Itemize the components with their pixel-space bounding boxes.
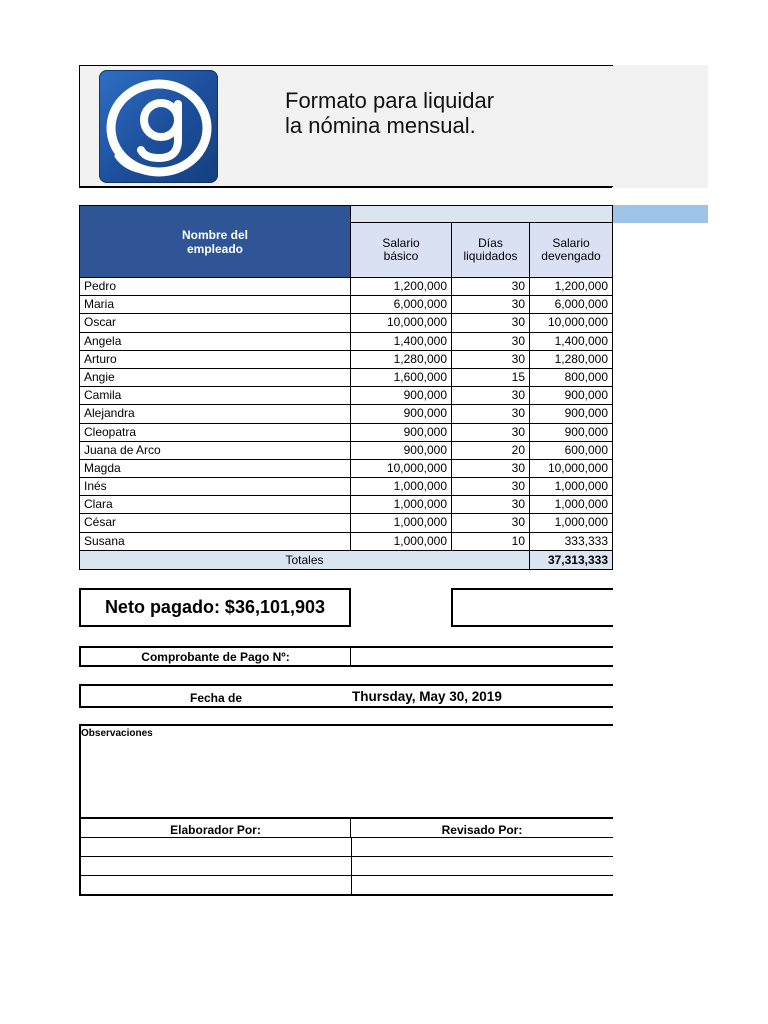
- table-row: [79, 496, 613, 514]
- cell-name[interactable]: Angie: [79, 369, 351, 386]
- cell-devengado[interactable]: 1,000,000: [530, 514, 613, 531]
- cell-devengado[interactable]: 800,000: [530, 369, 613, 386]
- cell-devengado[interactable]: 333,333: [530, 533, 613, 550]
- cell-salario[interactable]: 6,000,000: [351, 296, 452, 313]
- cell-dias[interactable]: 30: [452, 351, 530, 368]
- cell-dias[interactable]: 30: [452, 478, 530, 495]
- cell-salario[interactable]: 1,000,000: [351, 533, 452, 550]
- cell-name[interactable]: Alejandra: [79, 405, 351, 422]
- cell-dias[interactable]: 30: [452, 333, 530, 350]
- cell-devengado[interactable]: 1,400,000: [530, 333, 613, 350]
- cell-devengado[interactable]: 900,000: [530, 424, 613, 441]
- cell-dias[interactable]: 15: [452, 369, 530, 386]
- table-row: [79, 387, 613, 405]
- table-row: [79, 460, 613, 478]
- cell-dias[interactable]: 30: [452, 424, 530, 441]
- elaborado-por-label: Elaborador Por:: [81, 819, 351, 838]
- header-border-bottom: [79, 186, 613, 187]
- cell-name[interactable]: Pedro: [79, 278, 351, 295]
- cell-salario[interactable]: 10,000,000: [351, 460, 452, 477]
- cell-name[interactable]: Inés: [79, 478, 351, 495]
- cell-dias[interactable]: 30: [452, 460, 530, 477]
- cell-dias[interactable]: 20: [452, 442, 530, 459]
- table-row: [79, 533, 613, 551]
- cell-name[interactable]: Cleopatra: [79, 424, 351, 441]
- cell-salario[interactable]: 1,000,000: [351, 478, 452, 495]
- cell-name[interactable]: Angela: [79, 333, 351, 350]
- table-row: [79, 405, 613, 423]
- cell-salario[interactable]: 10,000,000: [351, 314, 452, 331]
- table-row: [79, 424, 613, 442]
- cell-salario[interactable]: 1,400,000: [351, 333, 452, 350]
- cell-name[interactable]: Camila: [79, 387, 351, 404]
- cell-name[interactable]: Juana de Arco: [79, 442, 351, 459]
- table-row: [79, 442, 613, 460]
- cell-salario[interactable]: 1,000,000: [351, 496, 452, 513]
- table-top-band: [351, 205, 613, 223]
- cell-devengado[interactable]: 1,000,000: [530, 478, 613, 495]
- cell-devengado[interactable]: 10,000,000: [530, 460, 613, 477]
- cell-devengado[interactable]: 1,000,000: [530, 496, 613, 513]
- cell-devengado[interactable]: 900,000: [530, 405, 613, 422]
- table-row: [79, 514, 613, 532]
- cell-dias[interactable]: 30: [452, 314, 530, 331]
- cell-name[interactable]: César: [79, 514, 351, 531]
- table-row: [79, 351, 613, 369]
- cell-name[interactable]: Oscar: [79, 314, 351, 331]
- signature-divider: [351, 857, 352, 875]
- cell-dias[interactable]: 30: [452, 514, 530, 531]
- signature-row[interactable]: [81, 876, 613, 894]
- cell-salario[interactable]: 900,000: [351, 442, 452, 459]
- table-row: [79, 478, 613, 496]
- fecha-value[interactable]: Thursday, May 30, 2019: [352, 689, 502, 704]
- observaciones-label: Observaciones: [81, 728, 153, 739]
- header-border-top: [79, 65, 613, 66]
- cell-salario[interactable]: 900,000: [351, 424, 452, 441]
- cell-name[interactable]: Magda: [79, 460, 351, 477]
- cell-name[interactable]: Clara: [79, 496, 351, 513]
- neto-pagado-box[interactable]: Neto pagado: $36,101,903: [79, 588, 351, 627]
- company-logo-icon: [99, 70, 218, 183]
- table-row: [79, 278, 613, 296]
- table-row: [79, 314, 613, 332]
- totals-label: Totales: [79, 551, 530, 570]
- table-row: [79, 333, 613, 351]
- page-title: Formato para liquidar la nómina mensual.: [285, 88, 495, 138]
- cell-salario[interactable]: 900,000: [351, 387, 452, 404]
- header-extension: [612, 65, 708, 188]
- comprobante-label: Comprobante de Pago Nº:: [81, 648, 351, 665]
- cell-devengado[interactable]: 1,200,000: [530, 278, 613, 295]
- cell-dias[interactable]: 30: [452, 387, 530, 404]
- cell-dias[interactable]: 30: [452, 496, 530, 513]
- cell-name[interactable]: Susana: [79, 533, 351, 550]
- signature-row[interactable]: [81, 857, 613, 876]
- header-employee-name: Nombre del empleado: [79, 205, 351, 278]
- cell-devengado[interactable]: 6,000,000: [530, 296, 613, 313]
- cell-dias[interactable]: 30: [452, 405, 530, 422]
- fecha-label: Fecha de: [189, 691, 243, 705]
- signature-row[interactable]: [81, 838, 613, 857]
- cell-devengado[interactable]: 600,000: [530, 442, 613, 459]
- cell-salario[interactable]: 1,200,000: [351, 278, 452, 295]
- table-row: [79, 369, 613, 387]
- cell-salario[interactable]: 1,000,000: [351, 514, 452, 531]
- cell-name[interactable]: Maria: [79, 296, 351, 313]
- header-dias-liquidados: Días liquidados: [452, 223, 530, 278]
- cell-dias[interactable]: 30: [452, 278, 530, 295]
- employee-table-body: [79, 278, 613, 551]
- cell-devengado[interactable]: 900,000: [530, 387, 613, 404]
- header-salario-devengado: Salario devengado: [530, 223, 613, 278]
- revisado-por-label: Revisado Por:: [351, 819, 613, 838]
- cell-salario[interactable]: 900,000: [351, 405, 452, 422]
- cell-salario[interactable]: 1,280,000: [351, 351, 452, 368]
- cell-dias[interactable]: 30: [452, 296, 530, 313]
- signature-divider: [351, 838, 352, 856]
- totals-value[interactable]: 37,313,333: [530, 551, 613, 570]
- cell-dias[interactable]: 10: [452, 533, 530, 550]
- table-band-extension: [613, 205, 708, 223]
- cell-name[interactable]: Arturo: [79, 351, 351, 368]
- cell-devengado[interactable]: 1,280,000: [530, 351, 613, 368]
- table-row: [79, 296, 613, 314]
- cell-salario[interactable]: 1,600,000: [351, 369, 452, 386]
- header-salario-basico: Salario básico: [351, 223, 452, 278]
- neto-empty-box[interactable]: [451, 588, 613, 627]
- signature-divider: [351, 876, 352, 894]
- cell-devengado[interactable]: 10,000,000: [530, 314, 613, 331]
